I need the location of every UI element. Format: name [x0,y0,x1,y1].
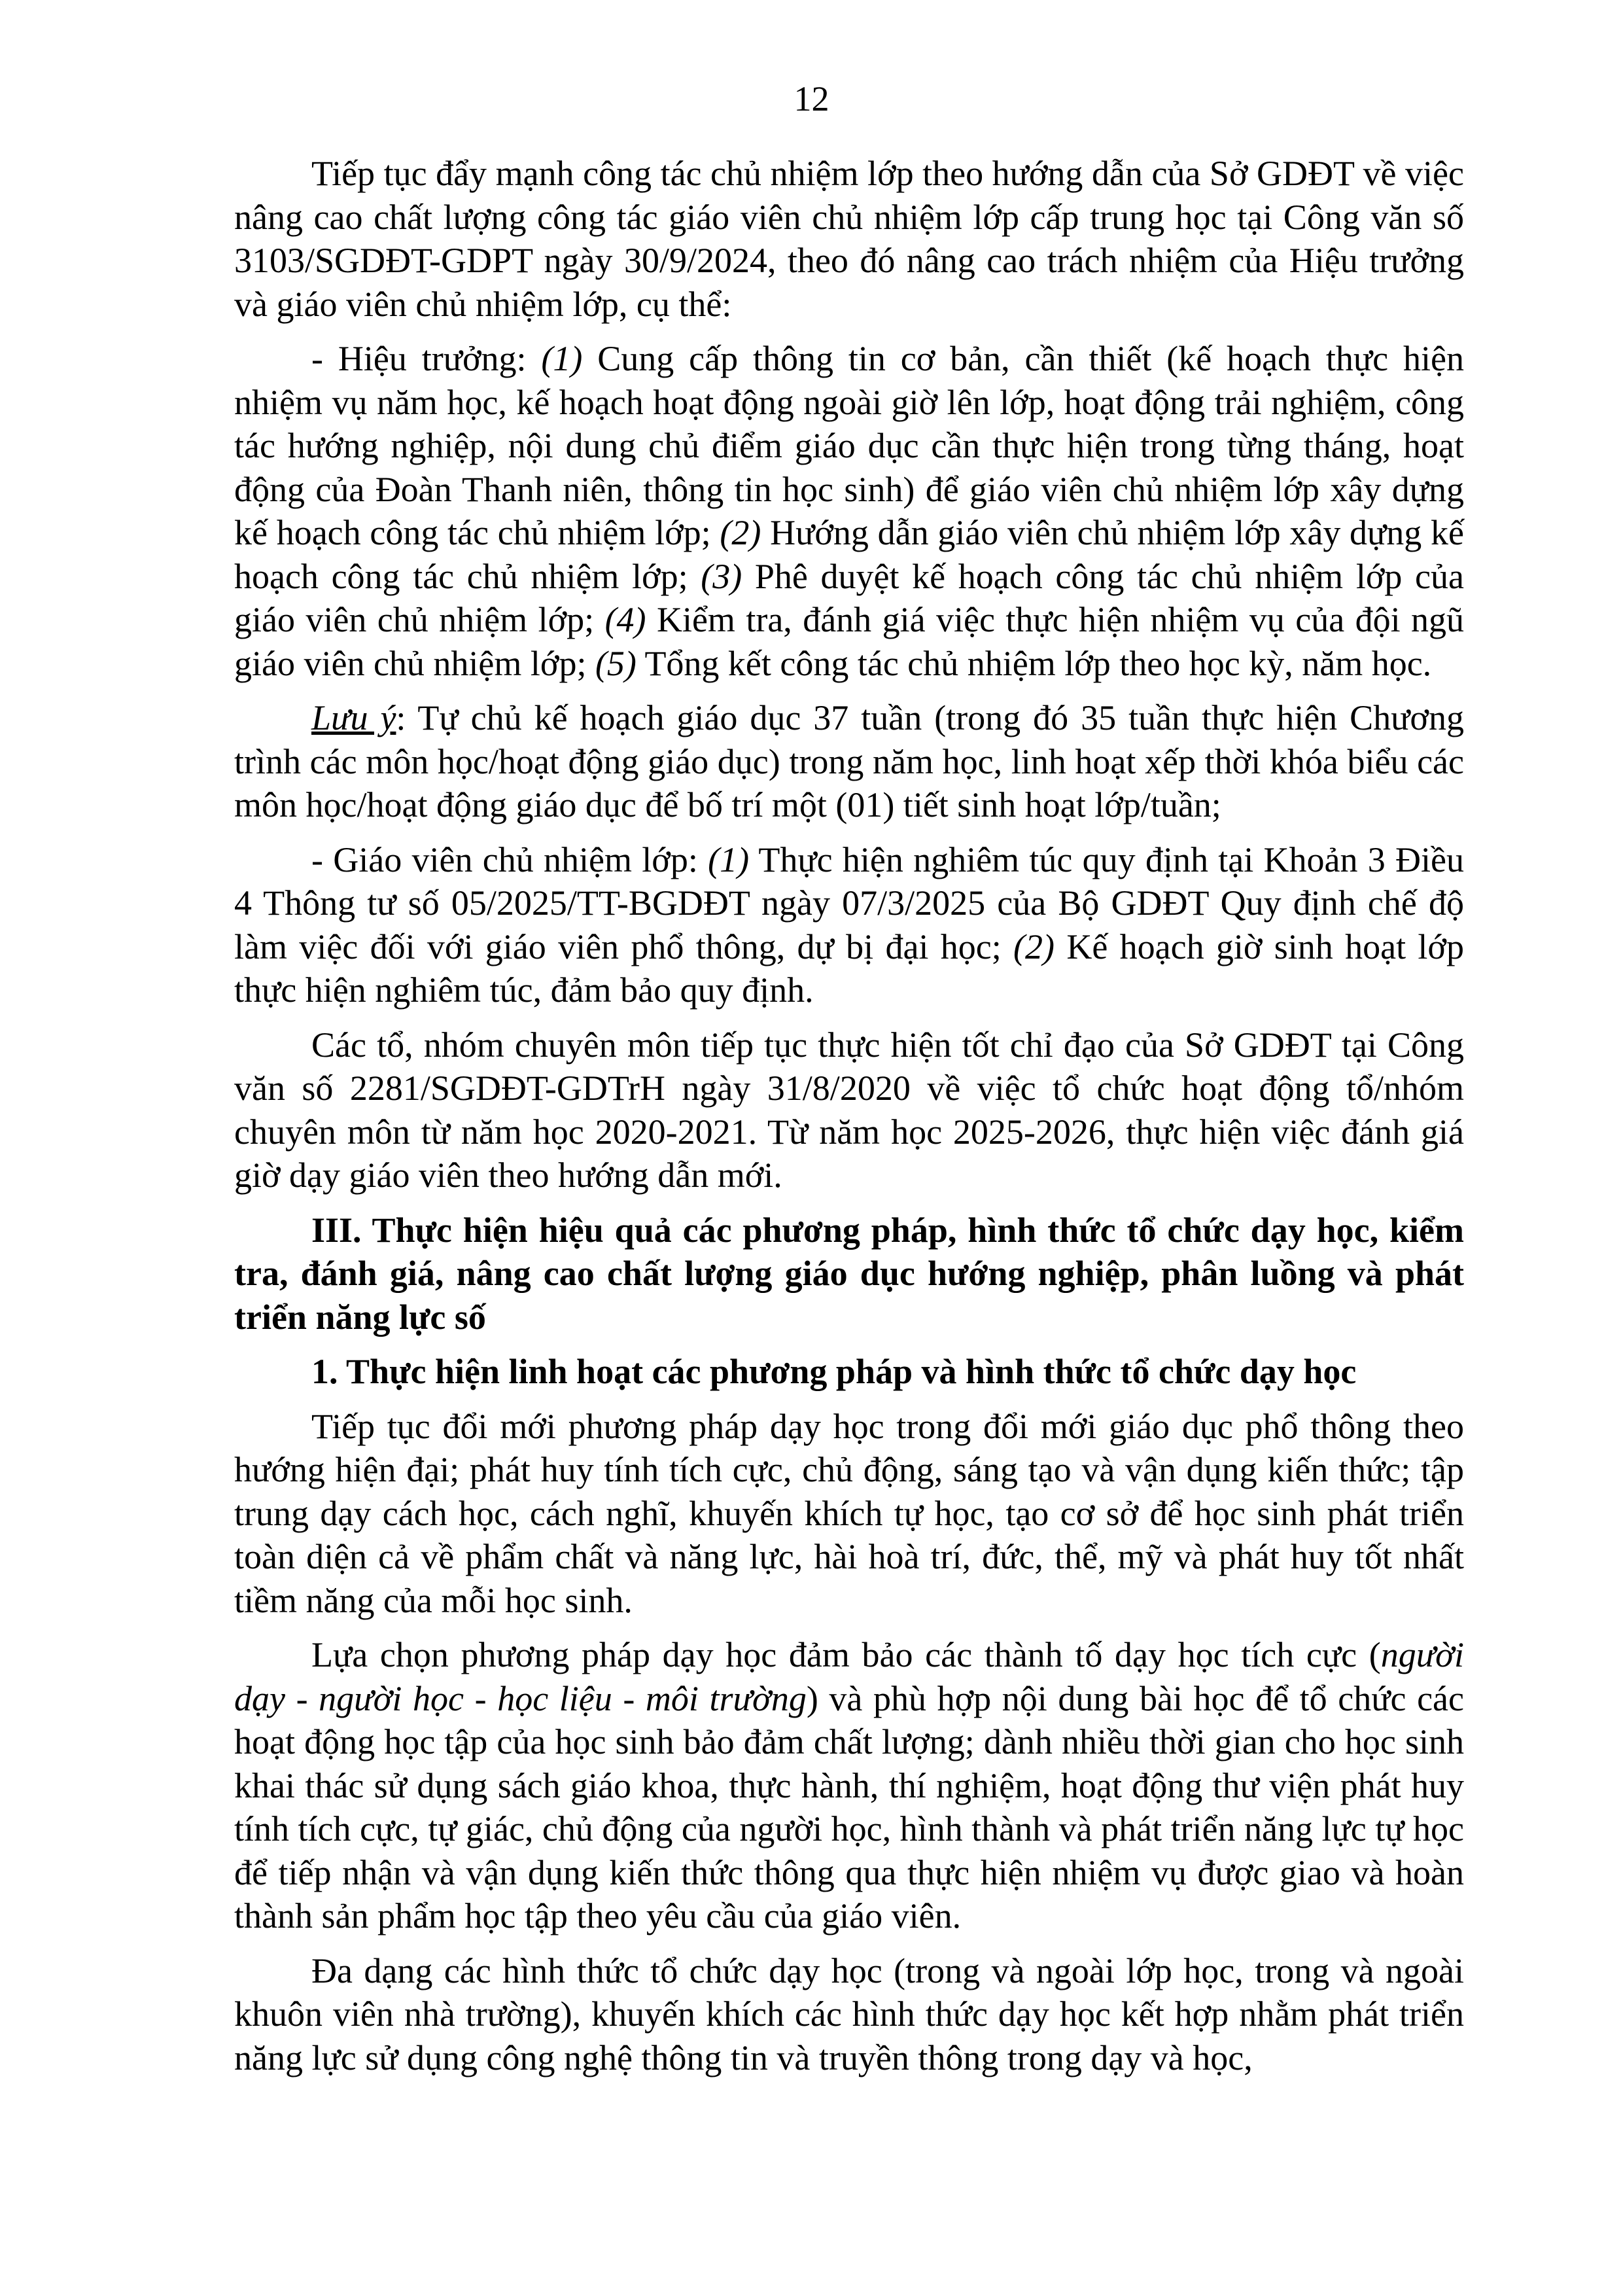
item-number: (1) [708,839,750,879]
item-number: (2) [1013,927,1055,966]
paragraph-homeroom-intro: Tiếp tục đẩy mạnh công tác chủ nhiệm lớp theo hướng dẫn của Sở GDĐT về việc nâng cao chất lượng công tác giáo viên chủ nhiệm lớp cấp trung học tại Công văn số 3103/SGDĐT-GDPT ngày 30/9/2024, theo đó nâng cao trách nhiệm của Hiệu trưởng và giáo viên chủ nhiệm lớp, cụ thể: [234,154,1464,324]
item-number: (4) [604,600,646,639]
note-text: : Tự chủ kế hoạch giáo dục 37 tuần (trong đó 35 tuần thực hiện Chương trình các môn học/hoạt động giáo dục) trong năm học, linh hoạt xếp thời khóa biểu các môn học/hoạt động giáo dục để bố trí một (01) tiết sinh hoạt lớp/tuần; [234,698,1464,824]
section-heading-iii: III. Thực hiện hiệu quả các phương pháp, hình thức tổ chức dạy học, kiểm tra, đánh giá, nâng cao chất lượng giáo dục hướng nghiệp, phân luồng và phát triển năng lực số [234,1210,1464,1337]
item-text: Tổng kết công tác chủ nhiệm lớp theo học kỳ, năm học. [636,643,1432,683]
item-number: (5) [595,643,637,683]
text-part: Lựa chọn phương pháp dạy học đảm bảo các thành tố dạy học tích cực ( [311,1635,1381,1674]
principal-lead: - Hiệu trưởng: [311,339,542,378]
italic-phrase: người dạy - người học - học liệu - môi trường [234,1635,1464,1718]
paragraph-method-selection [234,1633,1464,1938]
item-text: Kiểm tra, đánh giá việc thực hiện nhiệm vụ của đội ngũ giáo viên chủ nhiệm lớp; [234,600,1465,683]
paragraph-subject-groups: Các tổ, nhóm chuyên môn tiếp tục thực hiện tốt chỉ đạo của Sở GDĐT tại Công văn số 2281/SGDĐT-GDTrH ngày 31/8/2020 về việc tổ chức hoạt động tổ/nhóm chuyên môn từ năm học 2020-2021. Từ năm học 2025-2026, thực hiện việc đánh giá giờ dạy giáo viên theo hướng dẫn mới. [234,1025,1464,1195]
item-text: Phê duyệt kế hoạch công tác chủ nhiệm lớp của giáo viên chủ nhiệm lớp; [234,556,1464,639]
item-text: Kế hoạch giờ sinh hoạt lớp thực hiện nghiêm túc, đảm bảo quy định. [234,927,1464,1010]
note-label: Lưu ý [311,698,396,737]
paragraph-teaching-methods: Tiếp tục đổi mới phương pháp dạy học trong đổi mới giáo dục phổ thông theo hướng hiện đại; phát huy tính tích cực, chủ động, sáng tạo và vận dụng kiến thức; tập trung dạy cách học, cách nghĩ, khuyến khích tự học, tạo cơ sở để học sinh phát triển toàn diện cả về phẩm chất và năng lực, hài hoà trí, đức, thể, mỹ và phát huy tốt nhất tiềm năng của mỗi học sinh. [234,1406,1464,1620]
paragraph-note [234,696,1464,827]
item-text: Hướng dẫn giáo viên chủ nhiệm lớp xây dựng kế hoạch công tác chủ nhiệm lớp; [234,513,1465,596]
paragraph-teacher-duties [234,838,1464,1012]
document-body [234,152,1464,2079]
item-number: (3) [701,556,742,596]
paragraph-principal-duties [234,337,1464,685]
item-number: (1) [541,339,583,378]
item-number: (2) [720,513,761,552]
text-part: ) và phù hợp nội dung bài học để tổ chức các hoạt động học tập của học sinh bảo đảm chất lượng; dành nhiều thời gian cho học sinh khai thác sử dụng sách giáo khoa, thực hành, thí nghiệm, hoạt động thư viện phát huy tính tích cực, tự giác, chủ động của người học, hình thành và phát triển năng lực tự học để tiếp nhận và vận dụng kiến thức thông qua thực hiện nhiệm vụ được giao và hoàn thành sản phẩm học tập theo yêu cầu của giáo viên. [234,1678,1464,1935]
item-text: Cung cấp thông tin cơ bản, cần thiết (kế hoạch thực hiện nhiệm vụ năm học, kế hoạch hoạt động ngoài giờ lên lớp, hoạt động trải nghiệm, công tác hướng nghiệp, nội dung chủ điểm giáo dục cần thực hiện trong từng tháng, hoạt động của Đoàn Thanh niên, thông tin học sinh) để giáo viên chủ nhiệm lớp xây dựng kế hoạch công tác chủ nhiệm lớp; [234,339,1464,552]
page-number: 12 [794,79,829,118]
subsection-heading-1: 1. Thực hiện linh hoạt các phương pháp và hình thức tổ chức dạy học [311,1352,1357,1391]
item-text: Thực hiện nghiêm túc quy định tại Khoản 3 Điều 4 Thông tư số 05/2025/TT-BGDĐT ngày 07/3/2025 của Bộ GDĐT Quy định chế độ làm việc đối với giáo viên phổ thông, dự bị đại học; [234,839,1464,966]
teacher-lead: - Giáo viên chủ nhiệm lớp: [311,839,708,879]
paragraph-teaching-forms: Đa dạng các hình thức tổ chức dạy học (trong và ngoài lớp học, trong và ngoài khuôn viên nhà trường), khuyến khích các hình thức dạy học kết hợp nhằm phát triển năng lực sử dụng công nghệ thông tin và truyền thông trong dạy và học, [234,1951,1464,2077]
